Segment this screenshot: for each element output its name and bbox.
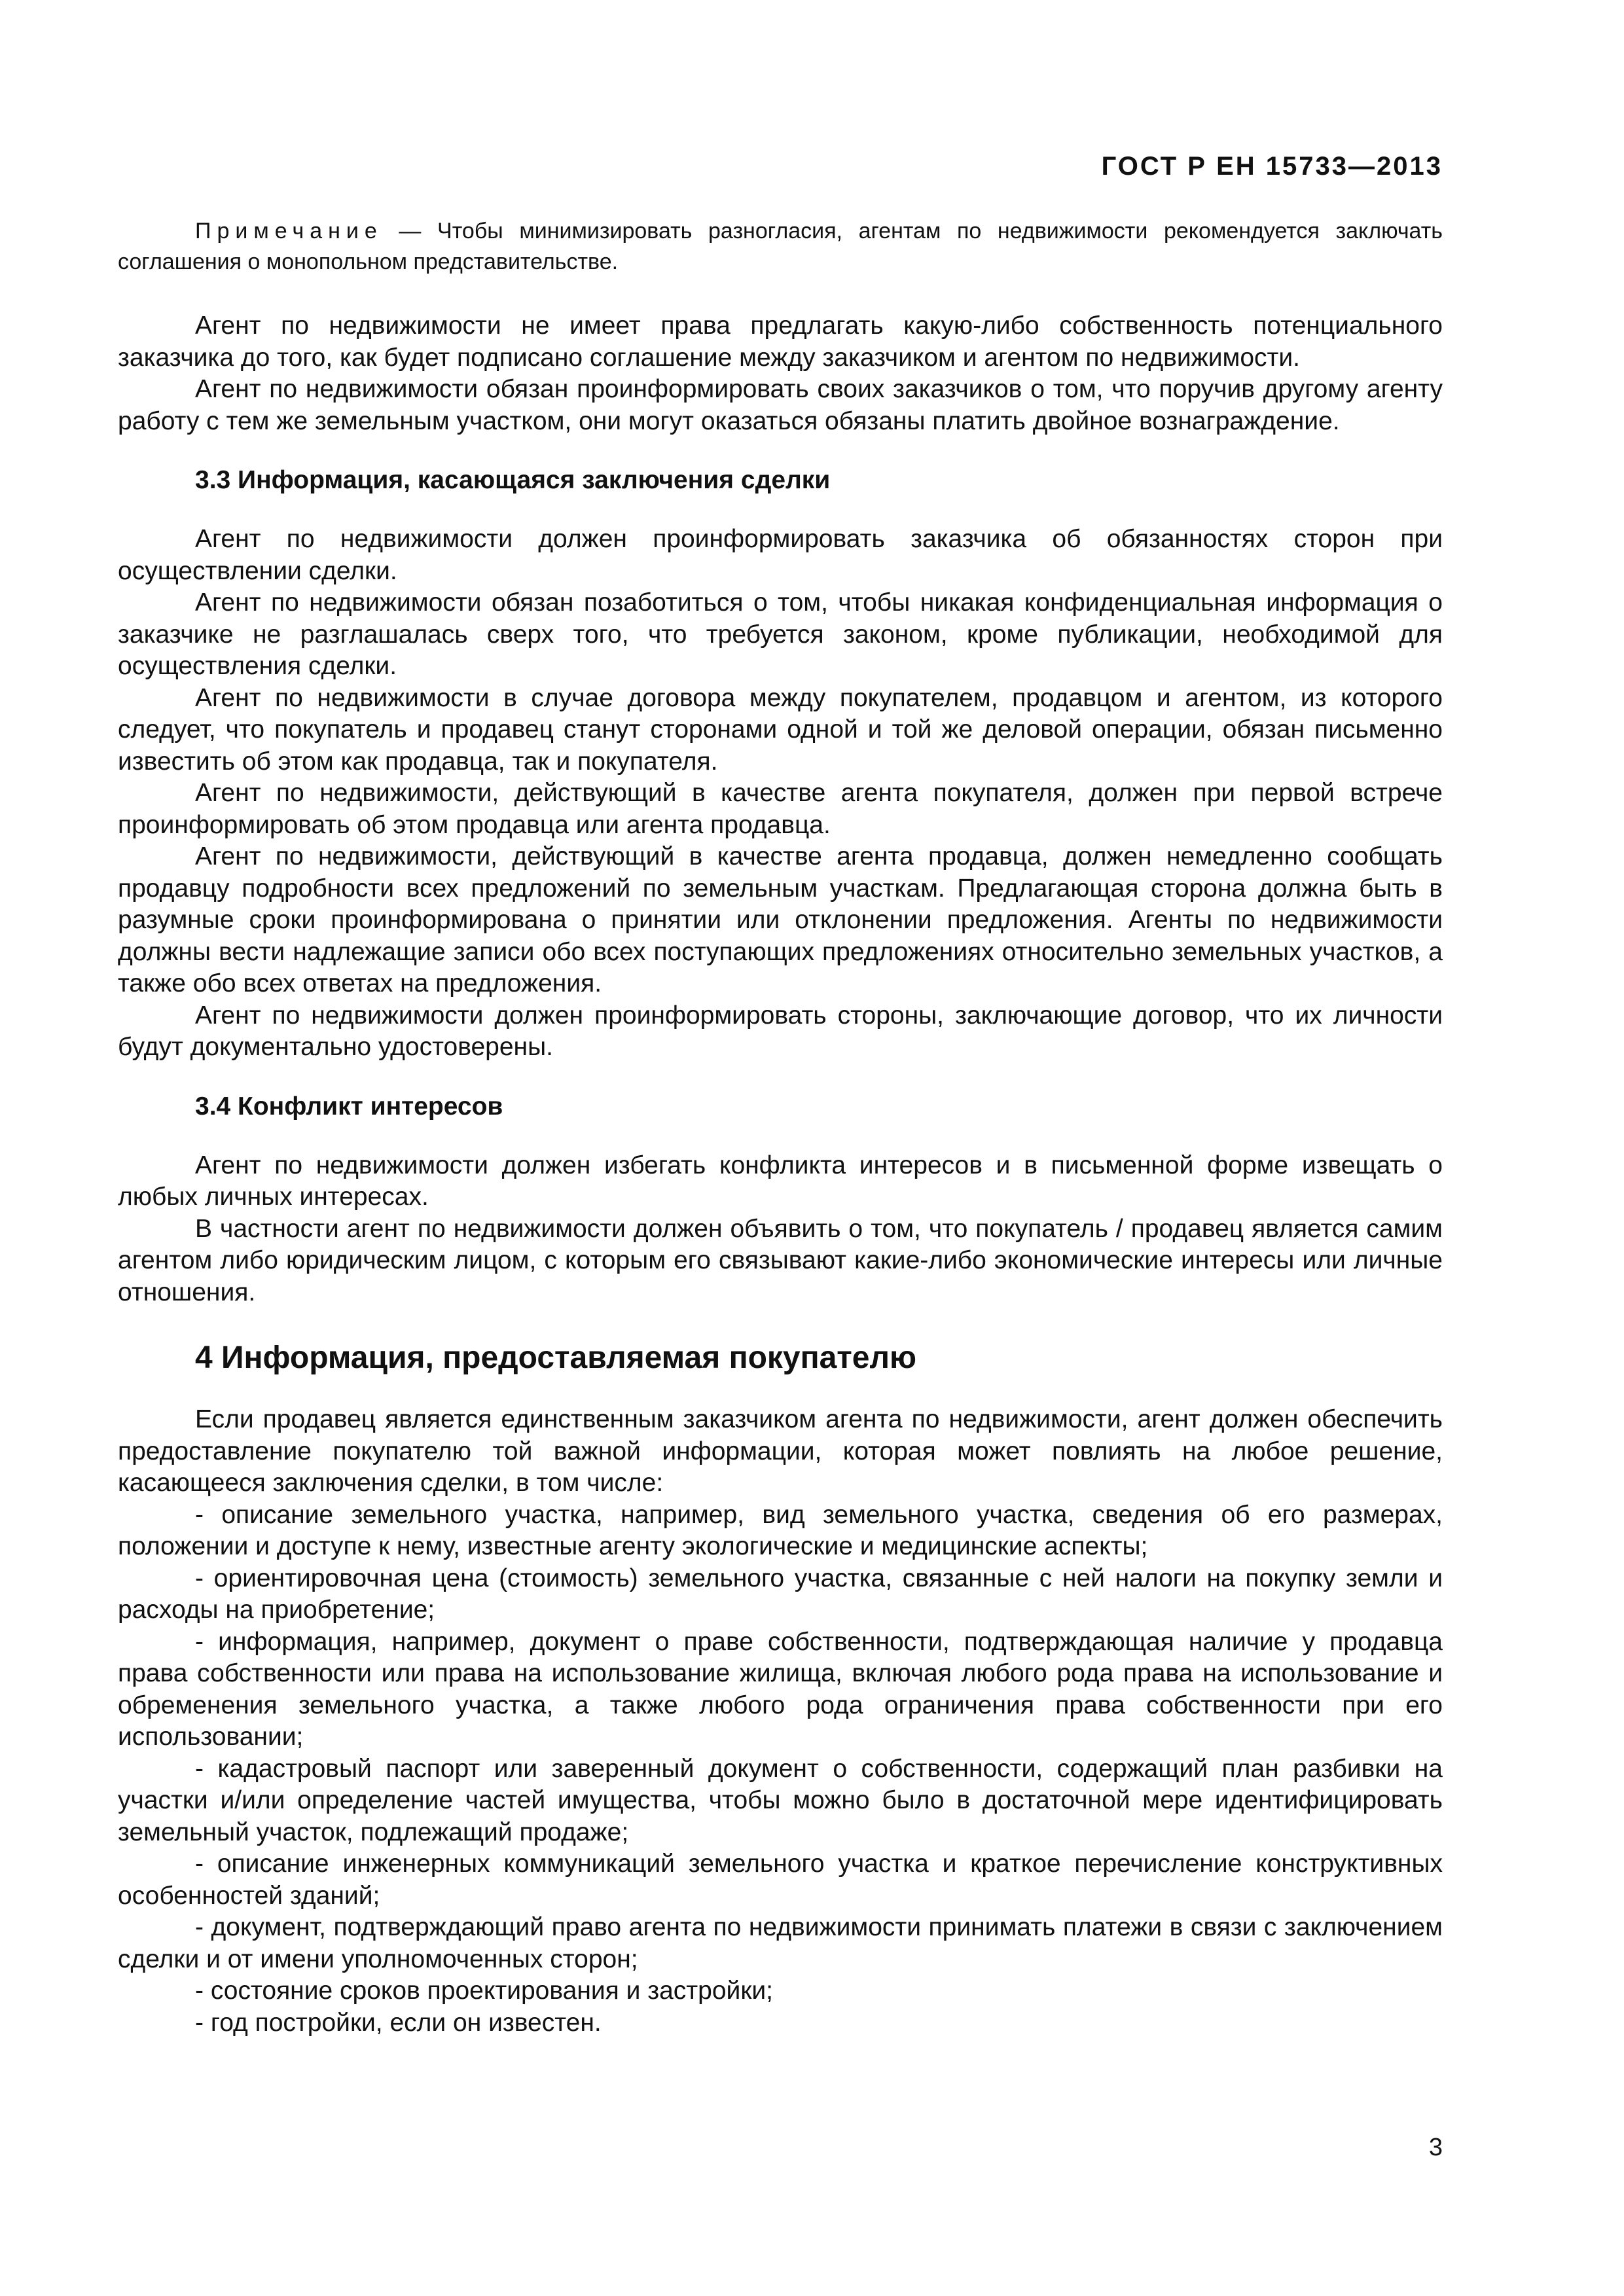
section-4-list-item: - описание инженерных коммуникаций земельного участка и краткое перечисление конструктивных особенностей зданий; — [118, 1850, 1443, 1910]
section-4-list-item: - информация, например, документ о праве собственности, подтверждающая наличие у продавца права собственности или права на использование жилища, включая любого рода права на использование и обременения земельного участка, а также любого рода ограничения права собственности при его использовании; — [118, 1627, 1443, 1751]
section-4-list-item: - год постройки, если он известен. — [195, 2008, 602, 2037]
intro-paragraph-1: Агент по недвижимости не имеет права предлагать какую-либо собственность потенциального заказчика до того, как будет подписано соглашение между заказчиком и агентом по недвижимости. — [118, 312, 1443, 372]
section-3-3-paragraph: Агент по недвижимости должен проинформировать стороны, заключающие договор, что их личности будут документально удостоверены. — [118, 1001, 1443, 1061]
section-3-3-paragraph: Агент по недвижимости в случае договора между покупателем, продавцом и агентом, из которого следует, что покупатель и продавец станут сторонами одной и той же деловой операции, обязан письменно известить об этом как продавца, так и покупателя. — [118, 683, 1443, 776]
section-4-list-item: - описание земельного участка, например, вид земельного участка, сведения об его размерах, положении и доступе к нему, известные агенту экологические и медицинские аспекты; — [118, 1500, 1443, 1560]
section-3-3-paragraph: Агент по недвижимости, действующий в качестве агента покупателя, должен при первой встрече проинформировать об этом продавца или агента продавца. — [118, 779, 1443, 839]
section-3-3-heading: 3.3 Информация, касающаяся заключения сделки — [195, 466, 831, 494]
section-4-heading: 4 Информация, предоставляемая покупателю — [195, 1340, 916, 1375]
section-4-list-item: - ориентировочная цена (стоимость) земельного участка, связанные с ней налоги на покупку земли и расходы на приобретение; — [118, 1564, 1443, 1624]
section-3-4-paragraph: В частности агент по недвижимости должен объявить о том, что покупатель / продавец является самим агентом либо юридическим лицом, с которым его связывают какие-либо экономические интересы или личные отношения. — [118, 1214, 1443, 1306]
section-4-list-item: - кадастровый паспорт или заверенный документ о собственности, содержащий план разбивки на участки и/или определение частей имущества, чтобы можно было в достаточной мере идентифицировать земельный участок, подлежащий продаже; — [118, 1754, 1443, 1846]
note-label: Примечание — [195, 219, 383, 243]
standard-designation: ГОСТ Р ЕН 15733—2013 — [1101, 152, 1443, 181]
document-body — [118, 216, 1443, 2039]
page-number: 3 — [1428, 2134, 1443, 2161]
section-4-list-item: - документ, подтверждающий право агента по недвижимости принимать платежи в связи с заключением сделки и от имени уполномоченных сторон; — [118, 1913, 1443, 1973]
section-3-4-heading: 3.4 Конфликт интересов — [195, 1092, 503, 1121]
document-page — [118, 0, 1443, 2296]
note-text: — Чтобы минимизировать разногласия, агентам по недвижимости рекомендуется заключать соглашения о монопольном представительстве. — [118, 219, 1443, 274]
section-3-3-paragraph: Агент по недвижимости обязан позаботиться о том, чтобы никакая конфиденциальная информация о заказчике не разглашалась сверх того, что требуется законом, кроме публикации, необходимой для осуществления сделки. — [118, 588, 1443, 680]
section-4-list-item: - состояние сроков проектирования и застройки; — [195, 1977, 774, 2005]
note-block — [118, 216, 1443, 278]
section-4-paragraph: Если продавец является единственным заказчиком агента по недвижимости, агент должен обеспечить предоставление покупателю той важной информации, которая может повлиять на любое решение, касающееся заключения сделки, в том числе: — [118, 1405, 1443, 1497]
section-3-3-paragraph: Агент по недвижимости должен проинформировать заказчика об обязанностях сторон при осуществлении сделки. — [118, 525, 1443, 585]
section-3-3-paragraph: Агент по недвижимости, действующий в качестве агента продавца, должен немедленно сообщать продавцу подробности всех предложений по земельным участкам. Предлагающая сторона должна быть в разумные сроки проинформирована о принятии или отклонении предложения. Агенты по недвижимости должны вести надлежащие записи обо всех поступающих предложениях относительно земельных участков, а также обо всех ответах на предложения. — [118, 842, 1443, 997]
intro-paragraph-2: Агент по недвижимости обязан проинформировать своих заказчиков о том, что поручив другому агенту работу с тем же земельным участком, они могут оказаться обязаны платить двойное вознаграждение. — [118, 375, 1443, 435]
section-3-4-paragraph: Агент по недвижимости должен избегать конфликта интересов и в письменной форме извещать о любых личных интересах. — [118, 1151, 1443, 1211]
